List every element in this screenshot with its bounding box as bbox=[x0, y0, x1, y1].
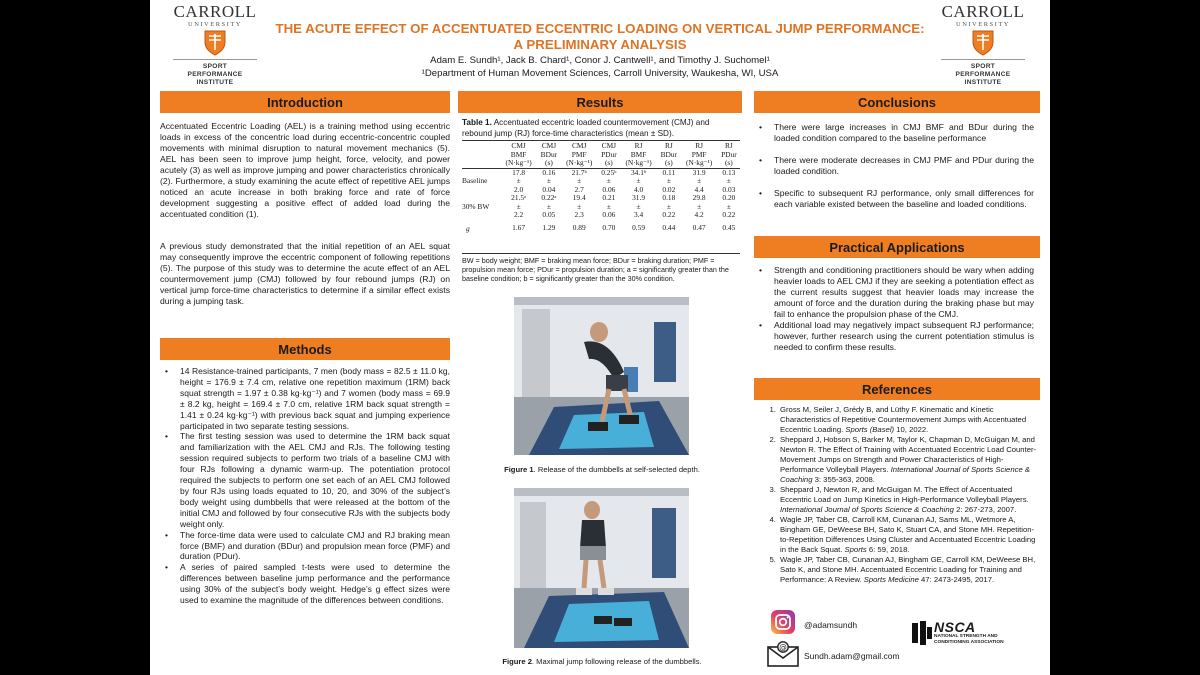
authors: Adam E. Sundh¹, Jack B. Chard¹, Conor J. Cantwell¹, and Timothy J. Suchomel¹ bbox=[430, 55, 770, 66]
affiliation: ¹Department of Human Movement Sciences, Carroll University, Waukesha, WI, USA bbox=[421, 67, 779, 79]
column-header: CMJ PDur (s) bbox=[601, 141, 617, 167]
figure-1-caption: Figure 1. Release of the dumbbells at self-selected depth. bbox=[504, 465, 700, 474]
table-rule-bottom bbox=[462, 253, 740, 254]
row-label: Baseline bbox=[462, 176, 488, 185]
table-corner-cell bbox=[462, 142, 500, 168]
crest-icon bbox=[204, 30, 226, 56]
table-cell: ± bbox=[636, 176, 641, 185]
table-cell: 0.44 bbox=[662, 223, 676, 232]
table-cell: ± bbox=[577, 176, 582, 185]
methods-item: • The first testing session was used to determine the 1RM back squat and familiarization with the AEL CMJ and RJs. The following testing session required subjects to perform two trials of a baseline CMJ with four RJs following a dynamic warm-up. The potentiation protocol required the subjects to perform one set each of an AEL CMJ followed by four RJs using loads equated to 10, 20, and 30% of the subject’s body weight using dumbbells that were released at the bottom of the initial CMJ and followed by four consecutive RJs with the subjects body weight only. bbox=[160, 431, 450, 529]
table-cell: 0.11 bbox=[662, 167, 676, 177]
table-cell: 0.16 bbox=[542, 167, 556, 177]
instagram-handle[interactable]: @adamsundh bbox=[804, 620, 858, 630]
methods-item: • A series of paired sampled t-tests were used to determine the differences between baseline jump performance and the performance using 30% of the subject’s body weight. Hedge’s g effect sizes were used to examine the magnitude of the differences between conditions. bbox=[160, 562, 450, 606]
logo-rule bbox=[173, 59, 257, 60]
svg-text:@: @ bbox=[779, 642, 787, 652]
nsca-mark-icon bbox=[912, 621, 932, 645]
table-cell: ± bbox=[726, 176, 731, 185]
poster-title bbox=[275, 21, 925, 53]
logo-institute: SPORT PERFORMANCE INSTITUTE bbox=[187, 63, 243, 86]
introduction-paragraph-1: Accentuated Eccentric Loading (AEL) is a training method using eccentric loads in excess of the concentric load during eccentric-concentric coupled movements with minimal disruption to natural movement mechanics (5). AEL has been seen to improve jump height, force, velocity, and power acutely (3) as well as improve jumping and power characteristics chronically (2). Furthermore, a study examining the acute effect of repetitive AEL jumps noticed an acute increase in both braking force and rate of force development suggesting a positive effect of added load during the accentuated condition (1). bbox=[160, 121, 450, 220]
methods-item: • The force-time data were used to calculate CMJ and RJ braking mean force (BMF) and duration (BDur) and propulsion mean force (PMF) and duration (PDur). bbox=[160, 530, 450, 563]
table-cell: 1.29 bbox=[542, 223, 556, 232]
reference-item: 4. Wagle JP, Taber CB, Carroll KM, Cunanan AJ, Sams ML, Wetmore A, Bingham GE, DeWeese BH, Sato K, Stuart CA, and Stone MH. Repetition-to-Repetition Differences Using Cluster and Accentuated Eccentric Loading in the Back Squat. Sports 6: 59, 2018. bbox=[778, 515, 1040, 555]
row-label: 30% BW bbox=[462, 201, 490, 211]
table-cell: 4.4 bbox=[694, 184, 704, 194]
practical-item: • Additional load may negatively impact subsequent RJ performance; however, further research using the current potentiation stimulus is needed to confirm these results. bbox=[754, 320, 1034, 353]
author-block bbox=[275, 55, 925, 80]
row-label: g bbox=[466, 223, 470, 233]
logo-university: UNIVERSITY bbox=[956, 21, 1010, 28]
conclusions-item: • There were moderate decreases in CMJ PMF and PDur during the loaded condition. bbox=[754, 155, 1034, 177]
reference-item: 1. Gross M, Seiler J, Grédy B, and Lüthy F. Kinematic and Kinetic Characteristics of Repetitive Countermovement Jumps with Accentuated Eccentric Loading. Sports (Basel) 10, 2022. bbox=[778, 405, 1040, 435]
carroll-logo-left bbox=[160, 3, 270, 87]
table-cell: ± bbox=[726, 201, 731, 211]
table-cell: 1.67 bbox=[512, 223, 526, 232]
table-cell: 0.03 bbox=[722, 184, 736, 194]
table-cell: 0.70 bbox=[602, 223, 616, 232]
table-cell: 21.5ᵃ bbox=[511, 193, 527, 202]
table-row-effect-size bbox=[462, 220, 740, 238]
email-icon bbox=[767, 641, 799, 667]
column-header: CMJ BMF (N·kg⁻¹) bbox=[505, 141, 532, 167]
table-cell: ± bbox=[636, 201, 641, 211]
references-heading: References bbox=[754, 378, 1040, 400]
table-cell: 2.7 bbox=[574, 184, 584, 194]
table-cell: 0.02 bbox=[662, 184, 676, 194]
table-cell: 0.25ᵇ bbox=[601, 167, 617, 177]
table-cell: 31.9 bbox=[632, 193, 646, 202]
table-cell: 0.21 bbox=[602, 193, 616, 202]
table-cell: ± bbox=[666, 201, 671, 211]
table-cell: ± bbox=[546, 176, 551, 185]
table-cell: 3.4 bbox=[633, 210, 644, 219]
table-cell: 34.1ᵇ bbox=[630, 167, 647, 177]
logo-name: CARROLL bbox=[173, 2, 257, 21]
logo-rule bbox=[941, 59, 1025, 60]
table-cell: 0.45 bbox=[722, 223, 736, 232]
table-cell: 21.7ᵇ bbox=[571, 167, 587, 177]
table-cell: 0.13 bbox=[722, 167, 736, 177]
nsca-name: NSCA bbox=[934, 619, 976, 635]
column-header: RJ BMF (N·kg⁻¹) bbox=[625, 141, 652, 167]
table-cell: 4.0 bbox=[633, 184, 644, 194]
crest-icon bbox=[972, 30, 994, 56]
table-cell: 0.05 bbox=[542, 210, 556, 219]
conclusions-item: • There were large increases in CMJ BMF and BDur during the loaded condition compared to the baseline performance bbox=[754, 122, 1034, 144]
reference-item: 2. Sheppard J, Hobson S, Barker M, Taylor K, Chapman D, McGuigan M, and Newton R. The Effect of Training with Accentuated Eccentric Load Counter-Movement Jumps on Strength and Power Characteristics of High-Performance Volleyball Players. International Journal of Sports Science & Coaching 3: 355-363, 2008. bbox=[778, 435, 1040, 485]
table-cell: 17.8 bbox=[512, 167, 526, 177]
table-header-row bbox=[462, 142, 740, 168]
table-cell: 0.22ᵃ bbox=[541, 193, 557, 202]
table-cell: 0.22 bbox=[662, 210, 676, 219]
title-line-2: A PRELIMINARY ANALYSIS bbox=[513, 37, 687, 52]
figure-1-photo bbox=[514, 297, 689, 455]
table-cell: 29.8 bbox=[692, 193, 706, 202]
table-cell: ± bbox=[666, 176, 671, 185]
results-table bbox=[462, 142, 740, 237]
table-cell: 0.59 bbox=[632, 223, 646, 232]
table-cell: ± bbox=[606, 176, 611, 185]
nsca-logo bbox=[912, 619, 1032, 649]
column-header: RJ BDur (s) bbox=[660, 141, 678, 167]
logo-university: UNIVERSITY bbox=[188, 21, 242, 28]
table-cell: 19.4 bbox=[572, 193, 586, 202]
results-heading: Results bbox=[458, 91, 742, 113]
figure-2-photo bbox=[514, 488, 689, 648]
column-header: RJ PMF (N·kg⁻¹) bbox=[686, 141, 713, 167]
figure-2-illustration bbox=[514, 488, 689, 648]
table-cell: 0.89 bbox=[572, 223, 586, 232]
reference-item: 3. Sheppard J, Newton R, and McGuigan M. The Effect of Accentuated Eccentric Load on Jump Kinetics in High-Performance Volleyball Players. International Journal of Sports Science & Coaching 2: 267-273, 2007. bbox=[778, 485, 1040, 515]
table-cell: 31.9 bbox=[692, 167, 706, 177]
table-cell: ± bbox=[577, 201, 582, 211]
table-cell: 4.2 bbox=[694, 210, 704, 219]
row-label bbox=[462, 186, 500, 195]
figure-1-illustration bbox=[514, 297, 689, 455]
table-cell: ± bbox=[606, 201, 611, 211]
references-list bbox=[754, 405, 1040, 585]
email-address[interactable]: Sundh.adam@gmail.com bbox=[804, 651, 900, 661]
table-caption-label: Table 1. bbox=[462, 118, 492, 127]
table-caption bbox=[462, 118, 740, 139]
practical-item: • Strength and conditioning practitioners should be wary when adding heavier loads to AEL CMJ if they are seeking a potentiation effect as the current results suggest that heavier loads may increase the amount of force and the duration during the braking phase but may fail to enhance the propulsion phase of the CMJ. bbox=[754, 265, 1034, 320]
nsca-sub-2: CONDITIONING ASSOCIATION bbox=[934, 640, 1004, 645]
column-header: CMJ PMF (N·kg⁻¹) bbox=[566, 141, 593, 167]
logo-institute: SPORT PERFORMANCE INSTITUTE bbox=[955, 63, 1011, 86]
table-cell: 0.04 bbox=[542, 184, 556, 194]
introduction-heading: Introduction bbox=[160, 91, 450, 113]
row-label bbox=[462, 211, 500, 220]
introduction-paragraph-2: A previous study demonstrated that the initial repetition of an AEL squat may consequently improve the eccentric component of following repetitions (5). The purpose of this study was to determine the acute effect of an AEL countermovement jump (CMJ) followed by four rebound jumps (RJ) on vertical jump force-time characteristics to determine if a similar effect exists during a jumping task. bbox=[160, 241, 450, 307]
conclusions-list bbox=[754, 122, 1034, 210]
instagram-icon bbox=[771, 610, 795, 634]
table-cell: ± bbox=[516, 176, 521, 185]
conclusions-item: • Specific to subsequent RJ performance, only small differences for each variable existed between the baseline and loaded conditions. bbox=[754, 188, 1034, 210]
table-cell: 0.18 bbox=[662, 193, 676, 202]
table-cell: ± bbox=[516, 201, 521, 211]
table-cell: ± bbox=[697, 176, 702, 185]
column-header: CMJ BDur (s) bbox=[540, 141, 558, 167]
practical-applications-list bbox=[754, 265, 1034, 353]
table-cell: 0.22 bbox=[722, 210, 736, 219]
table-cell: ± bbox=[697, 201, 702, 211]
table-cell: 0.06 bbox=[602, 184, 616, 194]
logo-name: CARROLL bbox=[941, 2, 1025, 21]
table-cell: 0.47 bbox=[692, 223, 706, 232]
table-cell: ± bbox=[546, 201, 551, 211]
table-note: BW = body weight; BMF = braking mean force; BDur = braking duration; PMF = propulsion mean force; PDur = propulsion duration; a = significantly greater than the baseline condition; b = significantly greater than the 30% condition. bbox=[462, 256, 729, 284]
table-cell: 2.2 bbox=[513, 210, 524, 219]
reference-item: 5. Wagle JP, Taber CB, Cunanan AJ, Bingham GE, Carroll KM, DeWeese BH, Sato K, and Stone MH. Accentuated Eccentric Loading for Training and Performance: A Review. Sports Medicine 47: 2473-2495, 2017. bbox=[778, 555, 1040, 585]
column-header: RJ PDur (s) bbox=[721, 141, 737, 167]
poster bbox=[150, 0, 1050, 675]
methods-list bbox=[160, 366, 450, 606]
methods-heading: Methods bbox=[160, 338, 450, 360]
methods-item: • 14 Resistance-trained participants, 7 men (body mass = 82.5 ± 11.0 kg, height = 176.9 ± 7.4 cm, relative one repetition maximum (1RM) back squat strength = 1.97 ± 0.38 kg·kg⁻¹) and 7 women (body mass = 69.9 ± 8.2 kg, height = 169.4 ± 7.0 cm, relative 1RM back squat strength = 1.41 ± 0.24 kg·kg⁻¹) with previous back squat and jumping experience participated in two separate testing sessions. bbox=[160, 366, 450, 431]
carroll-logo-right bbox=[928, 3, 1038, 87]
table-cell: 2.3 bbox=[574, 210, 584, 219]
table-cell: 2.0 bbox=[513, 184, 524, 194]
practical-applications-heading: Practical Applications bbox=[754, 236, 1040, 258]
table-cell: 0.20 bbox=[722, 193, 736, 202]
title-line-1: THE ACUTE EFFECT OF ACCENTUATED ECCENTRIC LOADING ON VERTICAL JUMP PERFORMANCE: bbox=[275, 21, 925, 36]
table-row-30bw-sd bbox=[462, 211, 740, 220]
table-caption-text: Accentuated eccentric loaded countermovement (CMJ) and rebound jump (RJ) force-time characteristics (mean ± SD). bbox=[462, 118, 710, 138]
figure-2-caption: Figure 2. Maximal jump following release of the dumbbells. bbox=[502, 657, 702, 666]
conclusions-heading: Conclusions bbox=[754, 91, 1040, 113]
nsca-sub-1: NATIONAL STRENGTH AND bbox=[934, 634, 998, 639]
table-cell: 0.06 bbox=[602, 210, 616, 219]
